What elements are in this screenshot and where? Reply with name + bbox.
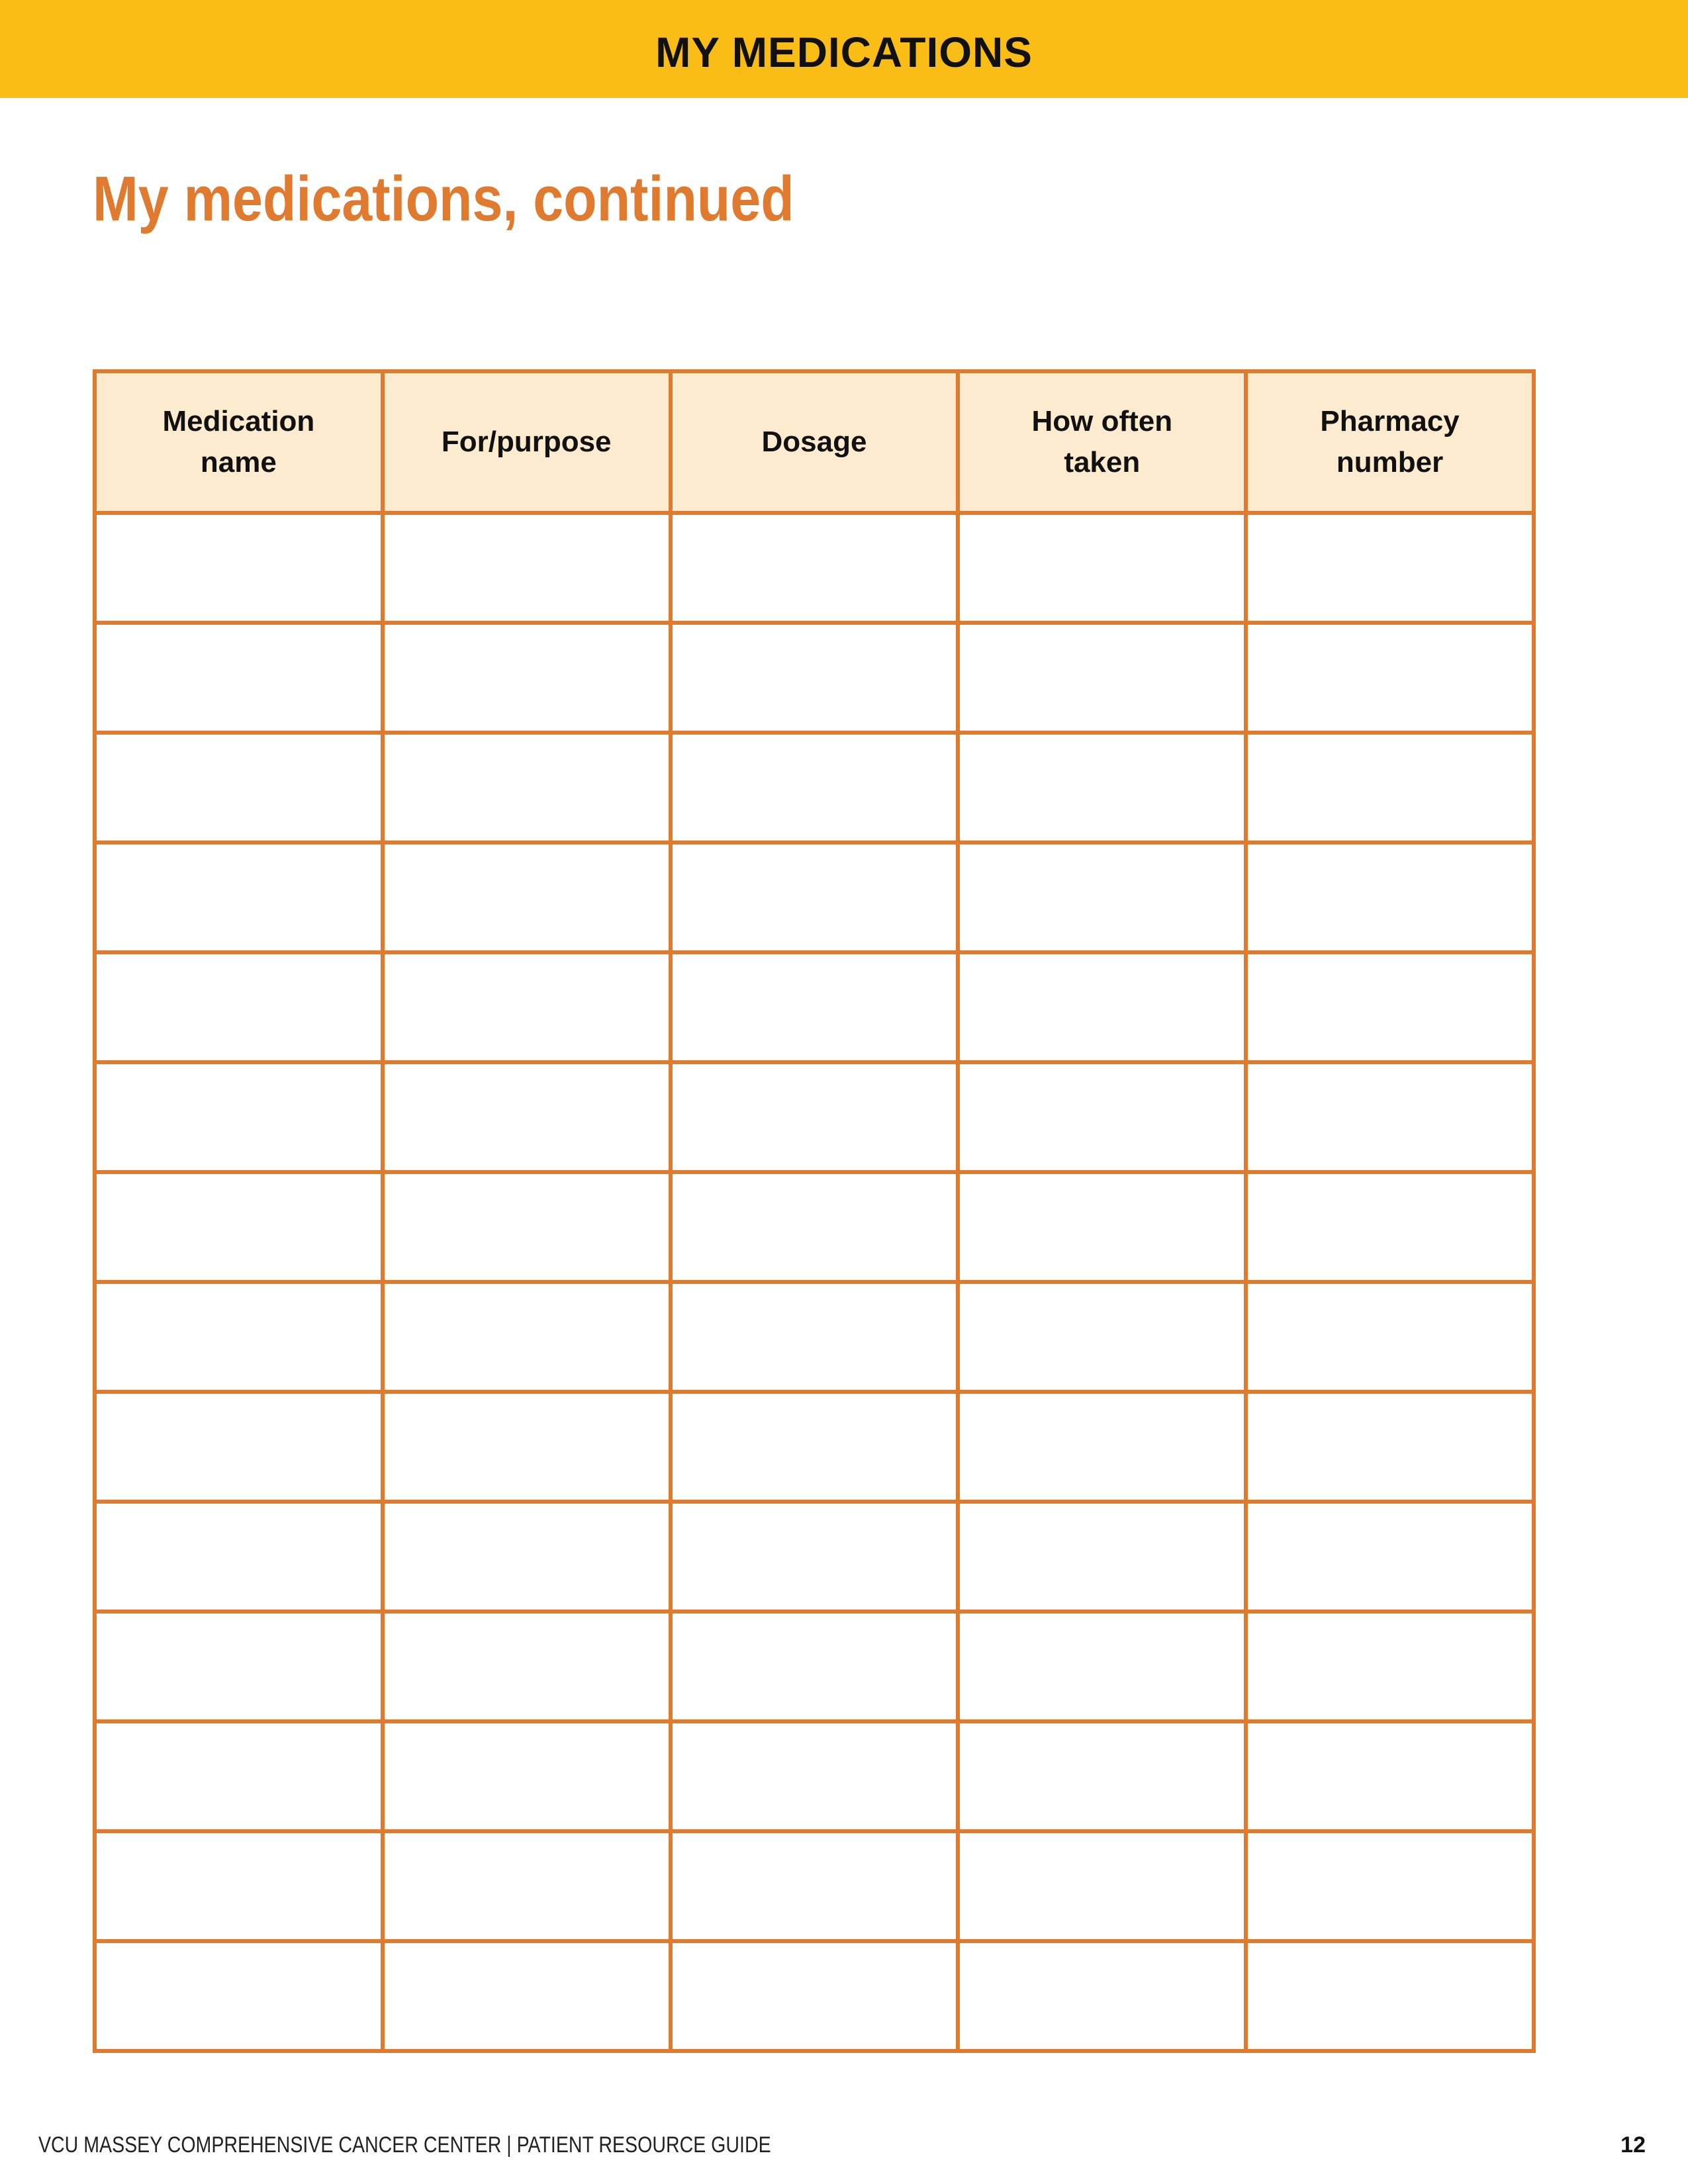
- for-purpose-cell[interactable]: [383, 1831, 671, 1941]
- column-header-label: name: [200, 446, 277, 478]
- table-row: [95, 1282, 1534, 1392]
- medication-name-cell[interactable]: [95, 842, 383, 952]
- table-row: [95, 513, 1534, 623]
- table-row: [95, 1392, 1534, 1502]
- medication-name-cell[interactable]: [95, 1392, 383, 1502]
- how-often-taken-cell[interactable]: [958, 1392, 1246, 1502]
- for-purpose-cell[interactable]: [383, 733, 671, 842]
- dosage-cell[interactable]: [671, 1502, 959, 1612]
- medication-name-cell[interactable]: [95, 513, 383, 623]
- table-row: [95, 952, 1534, 1062]
- medication-name-cell[interactable]: [95, 952, 383, 1062]
- how-often-taken-cell[interactable]: [958, 623, 1246, 733]
- medication-name-cell[interactable]: [95, 1502, 383, 1612]
- for-purpose-cell[interactable]: [383, 842, 671, 952]
- pharmacy-number-cell[interactable]: [1246, 1392, 1534, 1502]
- footer-page-number: 12: [1620, 2132, 1646, 2158]
- for-purpose-cell[interactable]: [383, 952, 671, 1062]
- pharmacy-number-cell[interactable]: [1246, 1062, 1534, 1172]
- how-often-taken-cell[interactable]: [958, 1282, 1246, 1392]
- how-often-taken-cell[interactable]: [958, 1941, 1246, 2051]
- pharmacy-number-cell[interactable]: [1246, 1172, 1534, 1282]
- pharmacy-number-cell[interactable]: [1246, 1612, 1534, 1721]
- dosage-cell[interactable]: [671, 1831, 959, 1941]
- for-purpose-cell[interactable]: [383, 1062, 671, 1172]
- how-often-taken-cell[interactable]: [958, 1612, 1246, 1721]
- medication-name-cell[interactable]: [95, 1721, 383, 1831]
- pharmacy-number-cell[interactable]: [1246, 1502, 1534, 1612]
- pharmacy-number-cell[interactable]: [1246, 1941, 1534, 2051]
- for-purpose-cell[interactable]: [383, 1941, 671, 2051]
- for-purpose-cell[interactable]: [383, 1612, 671, 1721]
- table-row: [95, 1502, 1534, 1612]
- pharmacy-number-cell[interactable]: [1246, 1831, 1534, 1941]
- how-often-taken-cell[interactable]: [958, 513, 1246, 623]
- column-header-medication-name: [95, 371, 383, 513]
- pharmacy-number-cell[interactable]: [1246, 623, 1534, 733]
- medications-table: [93, 369, 1536, 2053]
- pharmacy-number-cell[interactable]: [1246, 842, 1534, 952]
- column-header-label: For/purpose: [441, 426, 612, 458]
- table-row: [95, 1062, 1534, 1172]
- medication-name-cell[interactable]: [95, 1282, 383, 1392]
- section-header-title: MY MEDICATIONS: [655, 28, 1033, 76]
- for-purpose-cell[interactable]: [383, 1282, 671, 1392]
- for-purpose-cell[interactable]: [383, 513, 671, 623]
- dosage-cell[interactable]: [671, 733, 959, 842]
- column-header-for-purpose: [383, 371, 671, 513]
- table-row: [95, 1721, 1534, 1831]
- for-purpose-cell[interactable]: [383, 1502, 671, 1612]
- how-often-taken-cell[interactable]: [958, 1831, 1246, 1941]
- header-band: [0, 0, 1688, 98]
- table-row: [95, 1831, 1534, 1941]
- table-row: [95, 1612, 1534, 1721]
- dosage-cell[interactable]: [671, 1172, 959, 1282]
- dosage-cell[interactable]: [671, 623, 959, 733]
- dosage-cell[interactable]: [671, 1392, 959, 1502]
- column-header-label: How often: [1031, 405, 1173, 437]
- how-often-taken-cell[interactable]: [958, 1721, 1246, 1831]
- medication-name-cell[interactable]: [95, 1062, 383, 1172]
- medication-name-cell[interactable]: [95, 1172, 383, 1282]
- medication-name-cell[interactable]: [95, 1831, 383, 1941]
- dosage-cell[interactable]: [671, 513, 959, 623]
- how-often-taken-cell[interactable]: [958, 1502, 1246, 1612]
- medication-name-cell[interactable]: [95, 733, 383, 842]
- footer-publication-title: VCU MASSEY COMPREHENSIVE CANCER CENTER | PATIENT RESOURCE GUIDE: [38, 2132, 771, 2158]
- column-header-label: Pharmacy: [1320, 405, 1460, 437]
- pharmacy-number-cell[interactable]: [1246, 952, 1534, 1062]
- for-purpose-cell[interactable]: [383, 1172, 671, 1282]
- for-purpose-cell[interactable]: [383, 623, 671, 733]
- column-header-how-often-taken: [958, 371, 1246, 513]
- dosage-cell[interactable]: [671, 952, 959, 1062]
- table-row: [95, 1941, 1534, 2051]
- pharmacy-number-cell[interactable]: [1246, 733, 1534, 842]
- column-header-label: number: [1336, 446, 1444, 478]
- how-often-taken-cell[interactable]: [958, 842, 1246, 952]
- table-row: [95, 623, 1534, 733]
- dosage-cell[interactable]: [671, 1612, 959, 1721]
- table-body: [95, 513, 1534, 2051]
- medication-name-cell[interactable]: [95, 1941, 383, 2051]
- column-header-label: Medication: [162, 405, 315, 437]
- dosage-cell[interactable]: [671, 1062, 959, 1172]
- how-often-taken-cell[interactable]: [958, 1062, 1246, 1172]
- column-header-pharmacy-number: [1246, 371, 1534, 513]
- dosage-cell[interactable]: [671, 1721, 959, 1831]
- dosage-cell[interactable]: [671, 1941, 959, 2051]
- pharmacy-number-cell[interactable]: [1246, 1282, 1534, 1392]
- table-row: [95, 1172, 1534, 1282]
- table-row: [95, 733, 1534, 842]
- column-header-label: Dosage: [761, 426, 867, 458]
- table-header-row: [95, 371, 1534, 513]
- how-often-taken-cell[interactable]: [958, 952, 1246, 1062]
- how-often-taken-cell[interactable]: [958, 733, 1246, 842]
- column-header-dosage: [671, 371, 959, 513]
- medication-name-cell[interactable]: [95, 623, 383, 733]
- table-row: [95, 842, 1534, 952]
- for-purpose-cell[interactable]: [383, 1721, 671, 1831]
- for-purpose-cell[interactable]: [383, 1392, 671, 1502]
- dosage-cell[interactable]: [671, 842, 959, 952]
- pharmacy-number-cell[interactable]: [1246, 1721, 1534, 1831]
- medication-name-cell[interactable]: [95, 1612, 383, 1721]
- column-header-label: taken: [1064, 446, 1141, 478]
- pharmacy-number-cell[interactable]: [1246, 513, 1534, 623]
- how-often-taken-cell[interactable]: [958, 1172, 1246, 1282]
- dosage-cell[interactable]: [671, 1282, 959, 1392]
- page-title: My medications, continued: [93, 163, 794, 234]
